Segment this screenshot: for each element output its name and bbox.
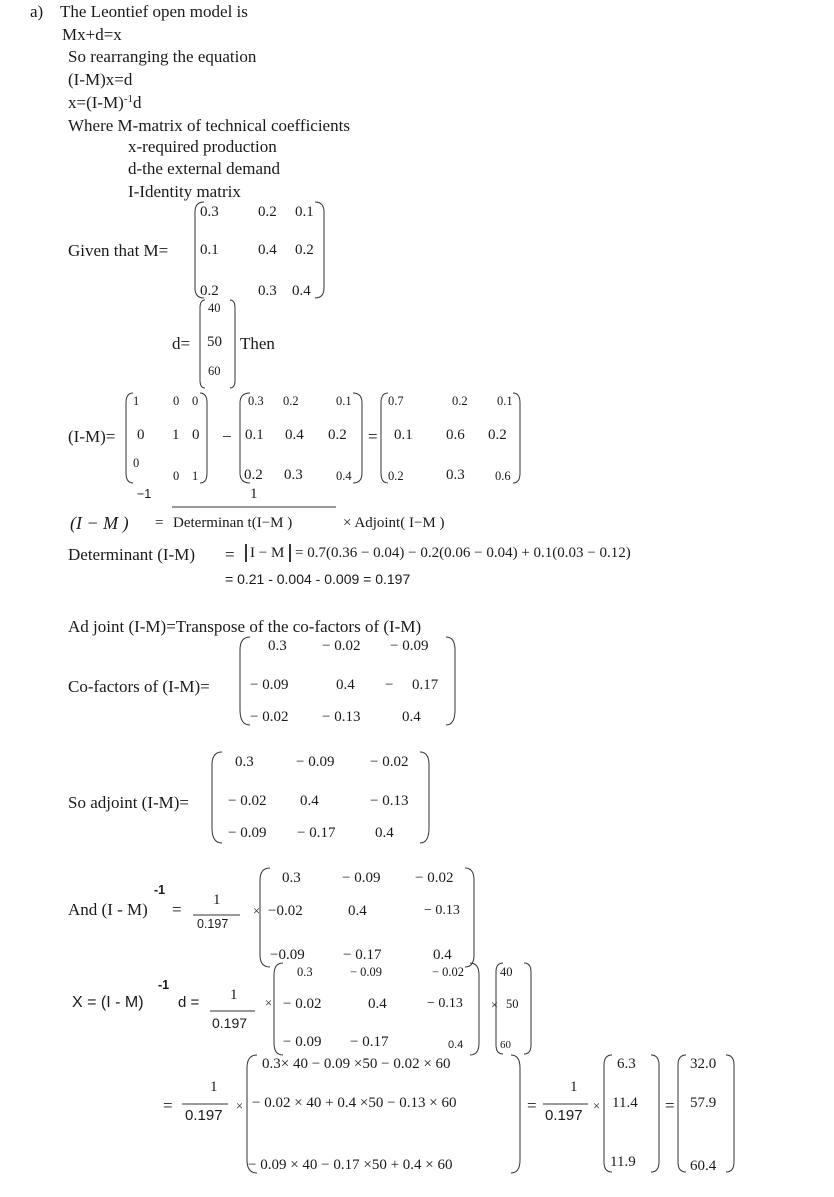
matrix-cell: 0 [192,394,199,408]
intro-line: (I-M)x=d [68,70,133,89]
adjoint-label: So adjoint (I-M)= [68,793,190,812]
matrix-cell: 0.6 [495,469,511,483]
eq-sup: -1 [123,93,134,105]
matrix-cell: 0.3 [248,394,264,408]
matrix-cell: − 0.02 [283,996,322,1012]
formula-numerator: 1 [250,486,258,502]
definition: d-the external demand [128,159,280,178]
x-d: d = [178,994,200,1011]
matrix-cell: 0.4 [285,427,304,443]
matrix-cell: − 0.09 [350,965,383,979]
matrix-cell: 0.4 [433,947,452,963]
matrix-cell: 0.2 [244,467,263,483]
matrix-cell: − 0.09 [390,638,429,654]
matrix-cell: 1 [192,469,199,483]
times-sign: × [491,998,499,1012]
matrix-cell: 0.4 [292,283,311,299]
final-row: 0.3× 40 − 0.09 ×50 − 0.02 × 60 [262,1056,451,1072]
matrix-cell: − 0.02 [250,709,289,725]
intro-line [68,94,142,111]
vector-cell: 40 [208,301,221,315]
matrix-cell: 1 [172,427,180,443]
matrix-cell: 0 [173,394,180,408]
matrix-cell: 0.4 [336,469,352,483]
matrix-cell: 0.2 [388,469,404,483]
determinant-result: = 0.21 - 0.004 - 0.009 = 0.197 [225,571,411,587]
matrix-cell: − 0.09 [283,1034,322,1050]
result-cell: 60.4 [690,1158,717,1174]
inverse-eq: = [172,900,182,919]
inverse-num: 1 [213,892,221,908]
vector-cell: 60 [208,364,221,378]
times-sign: × [265,996,273,1010]
intro-line: Where M-matrix of technical coefficients [68,116,350,135]
final-num: 1 [570,1079,578,1095]
final-num: 1 [210,1079,218,1095]
matrix-cell: 0.1 [245,427,264,443]
matrix-cell: 0 [133,456,140,470]
vector-cell: 50 [506,997,519,1011]
matrix-cell: − 0.09 [228,825,267,841]
intro-line: Mx+d=x [62,25,122,44]
matrix-cell: 0 [192,427,200,443]
matrix-cell: −0.02 [268,903,303,919]
matrix-cell: − 0.02 [415,870,454,886]
matrix-cell: − 0.02 [432,965,465,979]
formula-lhs: (I − M ) [70,513,129,533]
vector-cell: 6.3 [617,1056,636,1072]
matrix-cell: 0.3 [268,638,287,654]
determinant-mid: I − M [250,545,285,561]
matrix-cell: 0.4 [336,677,355,693]
matrix-cell: − 0.02 [322,638,361,654]
given-label: Given that M= [68,241,169,260]
matrix-cell: − 0.09 [342,870,381,886]
cofactors-label: Co-factors of (I-M)= [68,677,210,696]
final-eq: = [665,1096,675,1115]
final-den: 0.197 [185,1107,223,1124]
matrix-cell: − 0.13 [427,996,463,1011]
x-num: 1 [230,987,238,1003]
x-sup: -1 [158,978,170,992]
matrix-cell: 1 [133,394,140,408]
times-sign: × [593,1099,601,1113]
vector-cell: 50 [207,334,222,350]
final-row: − 0.02 × 40 + 0.4 ×50 − 0.13 × 60 [252,1095,457,1111]
matrix-cell: − 0.13 [322,709,361,725]
matrix-cell: − 0.02 [228,793,267,809]
matrix-cell: 0.4 [368,996,387,1012]
times-sign: × [253,904,261,918]
matrix-cell: 0.4 [258,242,277,258]
inverse-den: 0.197 [197,917,229,931]
matrix-cell: 0.1 [394,427,413,443]
matrix-cell: − 0.17 [343,947,382,963]
matrix-cell: 0.4 [375,825,394,841]
determinant-eq: = [225,545,235,564]
matrix-cell: − 0.17 [297,825,336,841]
matrix-cell: 0.2 [452,394,468,408]
matrix-cell: 0.3 [200,204,219,220]
matrix-cell: 0.3 [258,283,277,299]
formula-sup: −1 [137,487,152,501]
vector-cell: 11.4 [612,1095,638,1111]
determinant-label: Determinant (I-M) [68,545,195,564]
x-den: 0.197 [212,1015,248,1031]
matrix-cell: 0.3 [235,754,254,770]
formula-eq: = [155,515,164,531]
minus-sign: − [222,427,232,446]
final-eq: = [527,1096,537,1115]
definition: I-Identity matrix [128,182,241,201]
matrix-cell: 0.2 [258,204,277,220]
matrix-cell: 0.7 [388,394,404,408]
matrix-cell: 0.1 [497,394,513,408]
intro-line: So rearranging the equation [68,47,257,66]
matrix-cell: 0.3 [297,965,313,979]
vector-cell: 40 [500,965,513,979]
final-eq: = [163,1096,173,1115]
vector-cell: 11.9 [610,1154,636,1170]
matrix-cell: 0.1 [336,394,352,408]
inverse-label: And (I - M) [68,900,148,919]
matrix-cell: − 0.09 [250,677,289,693]
formula-denominator: Determinan t(I−M ) [173,515,293,531]
formula-rhs: × Adjoint( I−M ) [343,515,445,531]
final-den: 0.197 [545,1107,583,1124]
matrix-cell: 0.1 [200,242,219,258]
matrix-cell: 0.4 [402,709,421,725]
vector-cell: 60 [500,1039,511,1051]
matrix-cell: 0.3 [282,870,301,886]
matrix-cell: 0.3 [284,467,303,483]
matrix-cell: 0 [173,469,180,483]
matrix-cell: 0.1 [295,204,314,220]
i-minus-m-label: (I-M)= [68,427,116,446]
definition: x-required production [128,137,277,156]
matrix-cell: − 0.09 [296,754,335,770]
equals-sign: = [368,427,378,446]
matrix-cell: − 0.13 [370,793,409,809]
matrix-cell: 0.2 [283,394,299,408]
matrix-cell: 0.2 [295,242,314,258]
matrix-cell: 0.4 [448,1039,464,1051]
matrix-cell: 0.4 [300,793,319,809]
intro-line: The Leontief open model is [60,2,248,21]
final-row: − 0.09 × 40 − 0.17 ×50 + 0.4 × 60 [248,1157,453,1173]
inverse-sup: -1 [154,883,166,897]
matrix-cell: − [385,677,394,693]
adjoint-definition: Ad joint (I-M)=Transpose of the co-factors of (I-M) [68,617,422,636]
d-label: d= [172,334,191,353]
matrix-cell: − 0.02 [370,754,409,770]
matrix-cell: 0.4 [348,903,367,919]
matrix-cell: 0.3 [446,467,465,483]
matrix-cell: 0.17 [412,677,439,693]
matrix-cell: 0.2 [488,427,507,443]
result-cell: 32.0 [690,1056,717,1072]
then-text: Then [240,334,275,353]
times-sign: × [236,1099,244,1113]
item-label: a) [30,2,44,21]
matrix-cell: 0.2 [200,283,219,299]
matrix-cell: 0 [137,427,145,443]
matrix-cell: − 0.13 [424,903,460,918]
matrix-cell: −0.09 [270,947,305,963]
matrix-cell: 0.2 [328,427,347,443]
result-cell: 57.9 [690,1095,717,1111]
eq-part: x=(I-M) [68,93,124,112]
determinant-expr: = 0.7(0.36 − 0.04) − 0.2(0.06 − 0.04) + 0.1(0.03 − 0.12) [295,545,631,561]
eq-part: d [133,93,142,112]
x-label: X = (I - M) [72,994,144,1011]
matrix-cell: 0.6 [446,427,465,443]
matrix-cell: − 0.17 [350,1034,389,1050]
